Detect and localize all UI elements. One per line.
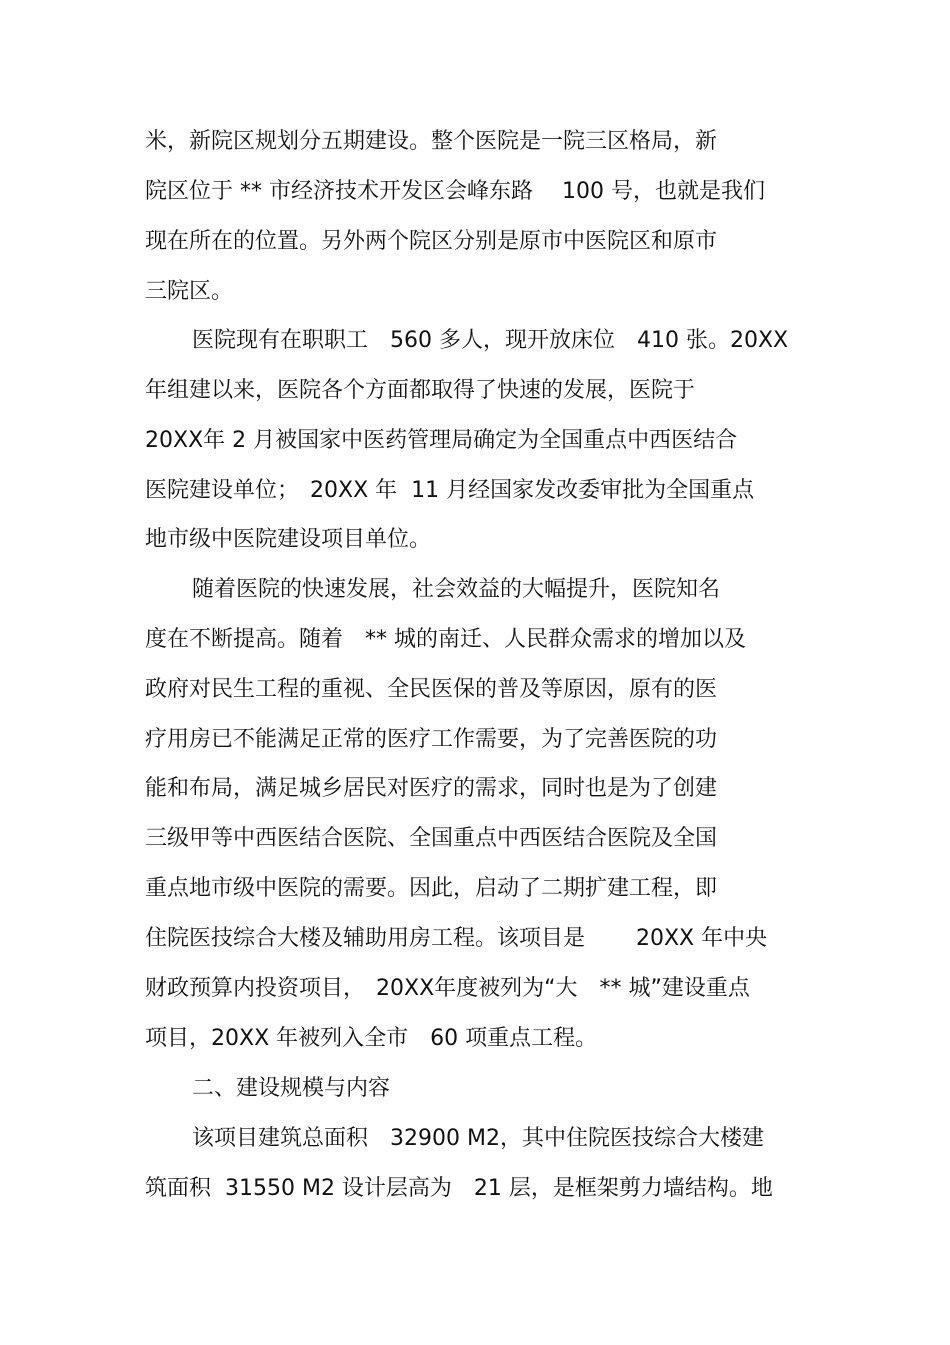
text-line: 现在所在的位置。另外两个院区分别是原市中医院区和原市	[145, 229, 718, 254]
text-line: 项目，20XX 年被列入全市 60 项重点工程。	[145, 1026, 598, 1051]
text-line: 度在不断提高。随着 ** 城的南迁、人民群众需求的增加以及	[145, 627, 746, 652]
paragraph-first-line: 医院现有在职职工 560 多人，现开放床位 410 张。20XX	[192, 328, 789, 353]
paragraph-first-line: 随着医院的快速发展，社会效益的大幅提升，医院知名	[192, 577, 721, 602]
text-line: 住院医技综合大楼及辅助用房工程。该项目是 20XX 年中央	[145, 926, 768, 951]
text-line: 能和布局，满足城乡居民对医疗的需求，同时也是为了创建	[145, 776, 718, 801]
text-line: 年组建以来，医院各个方面都取得了快速的发展，医院于	[145, 378, 696, 403]
paragraph-first-line: 该项目建筑总面积 32900 M2，其中住院医技综合大楼建	[192, 1126, 764, 1151]
text-line: 三院区。	[145, 279, 234, 304]
section-heading: 二、建设规模与内容	[192, 1076, 391, 1101]
text-line: 20XX年 2 月被国家中医药管理局确定为全国重点中西医结合	[145, 428, 738, 453]
text-line: 重点地市级中医院的需要。因此，启动了二期扩建工程，即	[145, 876, 718, 901]
text-line: 三级甲等中西医结合医院、全国重点中西医结合医院及全国	[145, 826, 718, 851]
text-line: 疗用房已不能满足正常的医疗工作需要，为了完善医院的功	[145, 727, 718, 752]
text-line: 米，新院区规划分五期建设。整个医院是一院三区格局，新	[145, 129, 718, 154]
text-line: 医院建设单位； 20XX 年 11 月经国家发改委审批为全国重点	[145, 478, 755, 503]
text-line: 地市级中医院建设项目单位。	[145, 527, 432, 552]
text-line: 政府对民生工程的重视、全民医保的普及等原因，原有的医	[145, 677, 718, 702]
text-line: 筑面积 31550 M2 设计层高为 21 层，是框架剪力墙结构。地	[145, 1176, 773, 1201]
text-line: 院区位于 ** 市经济技术开发区会峰东路 100 号，也就是我们	[145, 179, 765, 204]
text-line: 财政预算内投资项目， 20XX年度被列为“大 ** 城”建设重点	[145, 976, 750, 1001]
